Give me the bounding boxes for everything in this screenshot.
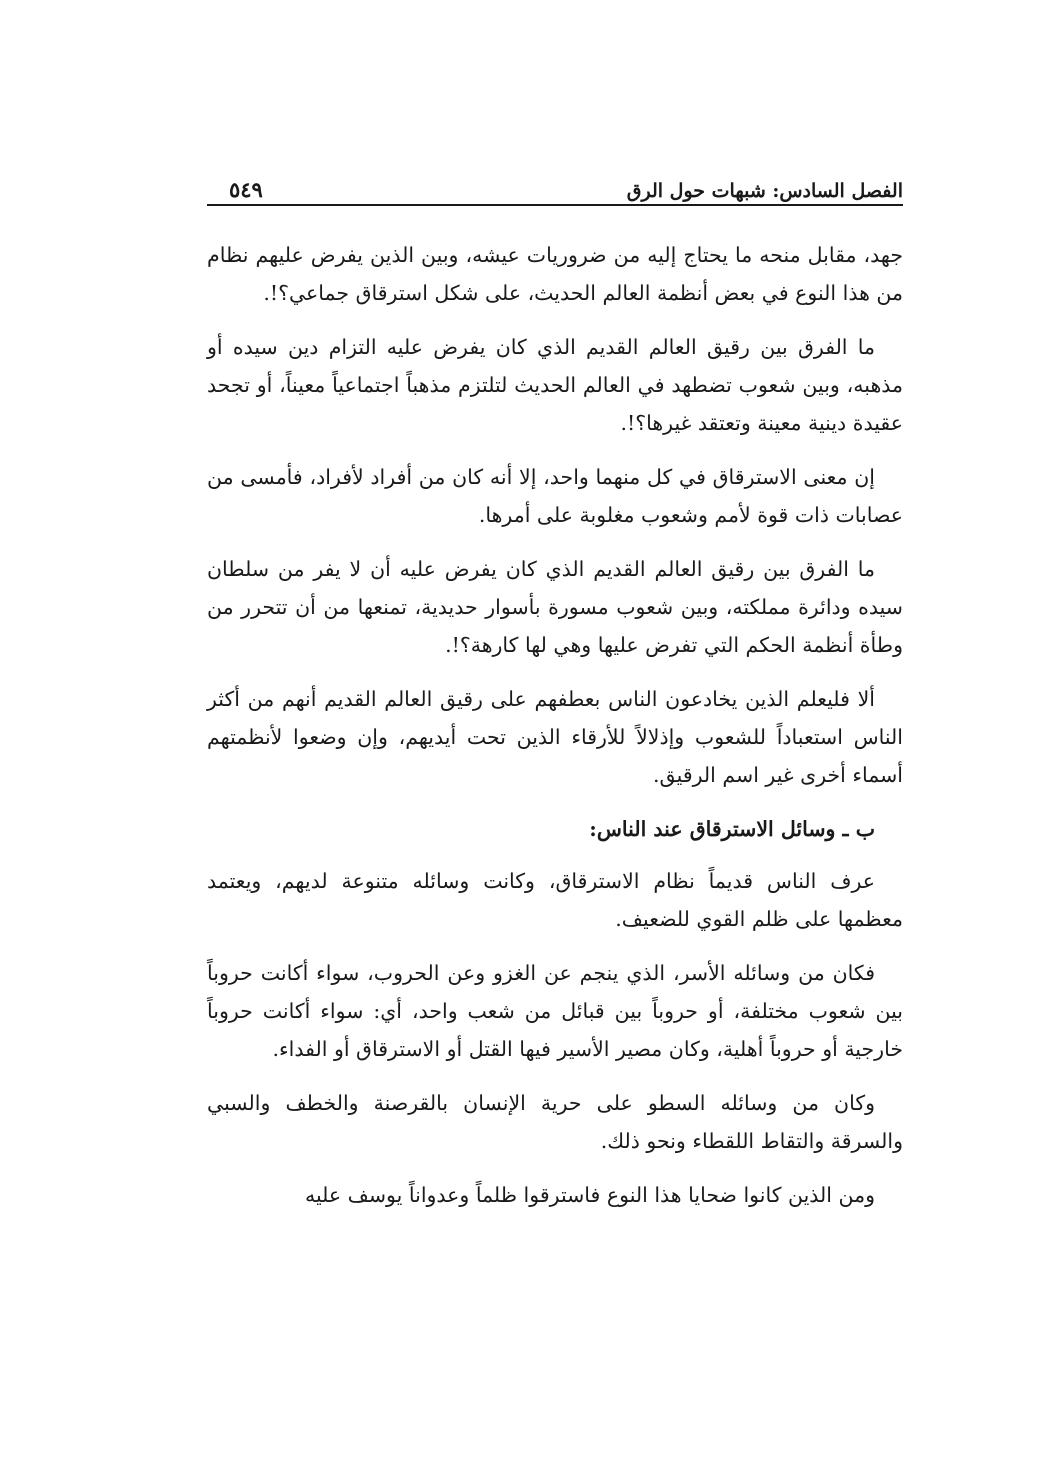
paragraph: وكان من وسائله السطو على حرية الإنسان بالقرصنة والخطف والسبي والسرقة والتقاط اللقطاء ونحو ذلك. — [207, 1091, 903, 1153]
body-text — [207, 236, 903, 1214]
paragraph: ومن الذين كانوا ضحايا هذا النوع فاسترقوا ظلماً وعدواناً يوسف عليه — [304, 1183, 875, 1207]
section-heading: ب ـ وسائل الاسترقاق عند الناس: — [589, 817, 875, 841]
book-page — [207, 168, 903, 1230]
chapter-title: الفصل السادس: شبهات حول الرق — [626, 180, 903, 202]
paragraph: ما الفرق بين رقيق العالم القديم الذي كان يفرض عليه أن لا يفر من سلطان سيده ودائرة مملكته، وبين شعوب مسورة بأسوار حديدية، تمنعها من أن تتحرر من وطأة أنظمة الحكم التي تفرض عليها وهي لها كارهة؟!. — [207, 557, 903, 657]
paragraph: ما الفرق بين رقيق العالم القديم الذي كان يفرض عليه التزام دين سيده أو مذهبه، وبين شعوب تضطهد في العالم الحديث لتلتزم مذهباً اجتماعياً معيناً، أو تجحد عقيدة دينية معينة وتعتقد غيرها؟!. — [207, 335, 903, 435]
paragraph: عرف الناس قديماً نظام الاسترقاق، وكانت وسائله متنوعة لديهم، ويعتمد معظمها على ظلم القوي للضعيف. — [207, 869, 903, 931]
paragraph: إن معنى الاسترقاق في كل منهما واحد، إلا أنه كان من أفراد لأفراد، فأمسى من عصابات ذات قوة لأمم وشعوب مغلوبة على أمرها. — [207, 465, 903, 527]
paragraph: فكان من وسائله الأسر، الذي ينجم عن الغزو وعن الحروب، سواء أكانت حروباً بين شعوب مختلفة، أو حروباً بين قبائل من شعب واحد، أي: سواء أكانت حروباً خارجية أو حروباً أهلية، وكان مصير الأسير فيها القتل أو الاسترقاق أو الفداء. — [207, 961, 903, 1061]
paragraph: ألا فليعلم الذين يخادعون الناس بعطفهم على رقيق العالم القديم أنهم من أكثر الناس استعباداً للشعوب وإذلالاً للأرقاء الذين تحت أيديهم، وإن وضعوا لأنظمتهم أسماء أخرى غير اسم الرقيق. — [207, 687, 903, 787]
running-header — [207, 168, 903, 206]
paragraph-continuation: جهد، مقابل منحه ما يحتاج إليه من ضروريات عيشه، وبين الذين يفرض عليهم نظام من هذا النوع في بعض أنظمة العالم الحديث، على شكل استرقاق جماعي؟!. — [207, 243, 903, 305]
page-number: ٥٤٩ — [229, 177, 263, 202]
